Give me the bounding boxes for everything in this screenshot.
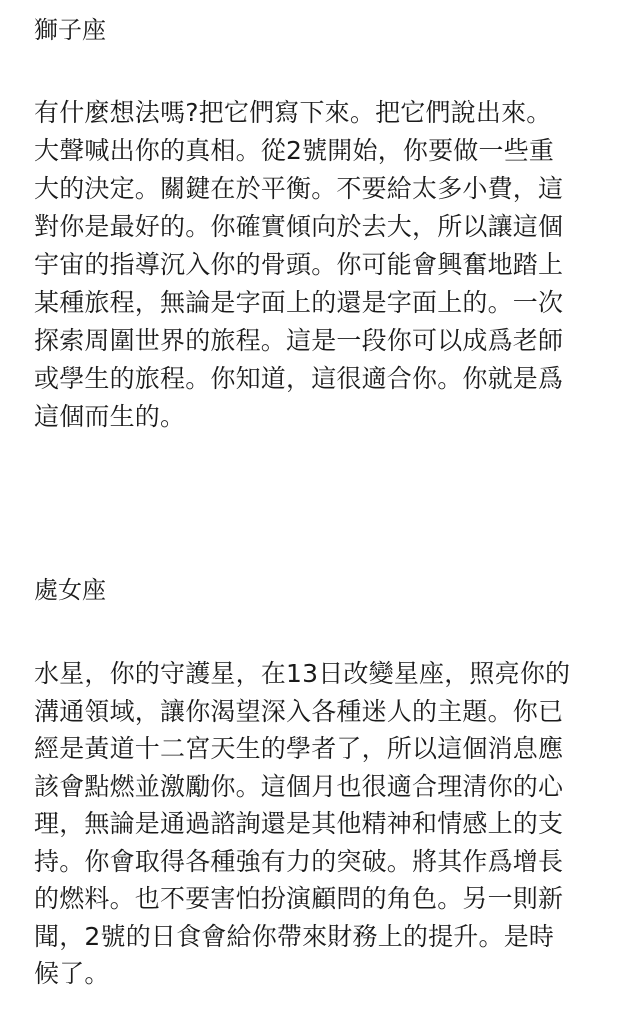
section-paragraph [34, 655, 609, 993]
section-paragraph [34, 94, 609, 436]
paragraph-line: 大聲喊出你的真相。從2號開始，你要做一些重 [34, 136, 555, 165]
paragraph-line: 宇宙的指導沉入你的骨頭。你可能會興奮地踏上 [34, 250, 564, 279]
paragraph-line: 聞，2號的日食會給你帶來財務上的提升。是時 [34, 921, 555, 951]
paragraph-line: 理，無論是通過諮詢還是其他精神和情感上的支 [34, 809, 564, 838]
horoscope-section-leo [34, 12, 609, 436]
paragraph-line: 這個而生的。 [34, 402, 186, 431]
paragraph-line: 持。你會取得各種強有力的突破。將其作爲增長 [34, 846, 564, 876]
section-heading: 處女座 [34, 576, 106, 604]
paragraph-line: 候了。 [34, 959, 110, 988]
paragraph-line: 某種旅程，無論是字面上的還是字面上的。一次 [34, 288, 564, 317]
paragraph-line: 的燃料。也不要害怕扮演顧問的角色。另一則新 [34, 884, 564, 913]
paragraph-line: 大的決定。關鍵在於平衡。不要給太多小費，這 [34, 174, 564, 203]
section-heading: 獅子座 [34, 16, 106, 44]
horoscope-section-virgo [34, 572, 609, 993]
paragraph-line: 對你是最好的。你確實傾向於去大，所以讓這個 [34, 212, 564, 241]
paragraph-line: 該會點燃並激勵你。這個月也很適合理清你的心 [34, 771, 564, 801]
paragraph-line: 溝通領域，讓你渴望深入各種迷人的主題。你已 [34, 696, 564, 726]
paragraph-line: 有什麼想法嗎?把它們寫下來。把它們說出來。 [34, 98, 552, 127]
paragraph-line: 水星，你的守護星，在13日改變星座，照亮你的 [34, 659, 571, 688]
paragraph-line: 經是黃道十二宮天生的學者了，所以這個消息應 [34, 734, 564, 763]
paragraph-line: 或學生的旅程。你知道，這很適合你。你就是爲 [34, 364, 564, 393]
paragraph-line: 探索周圍世界的旅程。這是一段你可以成爲老師 [34, 326, 564, 355]
